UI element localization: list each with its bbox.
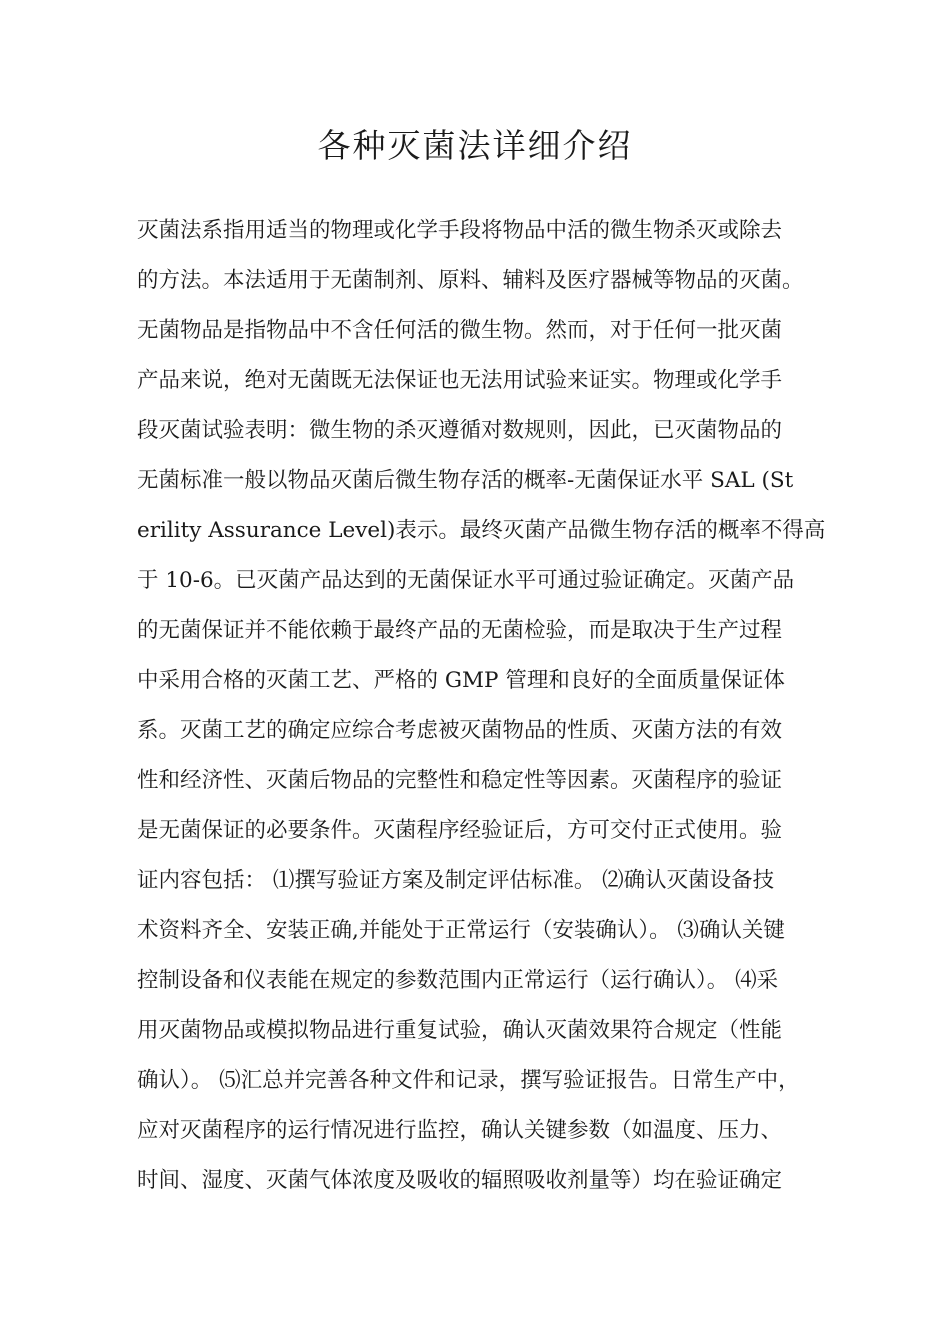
body-line: 时间、湿度、灭菌气体浓度及吸收的辐照吸收剂量等）均在验证确定 bbox=[137, 1168, 783, 1193]
body-line: 的方法。本法适用于无菌制剂、原料、辅料及医疗器械等物品的灭菌。 bbox=[137, 268, 804, 293]
body-line: 产品来说，绝对无菌既无法保证也无法用试验来证实。物理或化学手 bbox=[137, 368, 783, 393]
body-line: 控制设备和仪表能在规定的参数范围内正常运行（运行确认）。 ⑷采 bbox=[137, 968, 779, 993]
body-line: 的无菌保证并不能依赖于最终产品的无菌检验，而是取决于生产过程 bbox=[137, 618, 783, 643]
document-body bbox=[137, 206, 826, 1206]
body-line: 用灭菌物品或模拟物品进行重复试验，确认灭菌效果符合规定（性能 bbox=[137, 1018, 783, 1043]
body-line: 中采用合格的灭菌工艺、严格的 GMP 管理和良好的全面质量保证体 bbox=[137, 668, 785, 693]
body-line: 证内容包括： ⑴撰写验证方案及制定评估标准。 ⑵确认灭菌设备技 bbox=[137, 868, 775, 893]
body-line: 无菌标准一般以物品灭菌后微生物存活的概率-无菌保证水平 SAL (St bbox=[137, 468, 794, 493]
body-line: 术资料齐全、安装正确,并能处于正常运行（安装确认）。 ⑶确认关键 bbox=[137, 918, 785, 943]
body-line: 应对灭菌程序的运行情况进行监控，确认关键参数（如温度、压力、 bbox=[137, 1118, 783, 1143]
body-line: 于 10-6。已灭菌产品达到的无菌保证水平可通过验证确定。灭菌产品 bbox=[137, 568, 795, 593]
body-line: 是无菌保证的必要条件。灭菌程序经验证后，方可交付正式使用。验 bbox=[137, 818, 783, 843]
body-line: 性和经济性、灭菌后物品的完整性和稳定性等因素。灭菌程序的验证 bbox=[137, 768, 783, 793]
body-line: 无菌物品是指物品中不含任何活的微生物。然而，对于任何一批灭菌 bbox=[137, 318, 783, 343]
body-line: 系。灭菌工艺的确定应综合考虑被灭菌物品的性质、灭菌方法的有效 bbox=[137, 718, 783, 743]
body-line: 段灭菌试验表明：微生物的杀灭遵循对数规则，因此，已灭菌物品的 bbox=[137, 418, 783, 443]
body-line: 确认）。 ⑸汇总并完善各种文件和记录，撰写验证报告。日常生产中， bbox=[137, 1068, 800, 1093]
document-title: 各种灭菌法详细介绍 bbox=[317, 126, 633, 165]
body-line: erility Assurance Level)表示。最终灭菌产品微生物存活的概率不得高 bbox=[137, 518, 826, 543]
body-line: 灭菌法系指用适当的物理或化学手段将物品中活的微生物杀灭或除去 bbox=[137, 218, 783, 243]
